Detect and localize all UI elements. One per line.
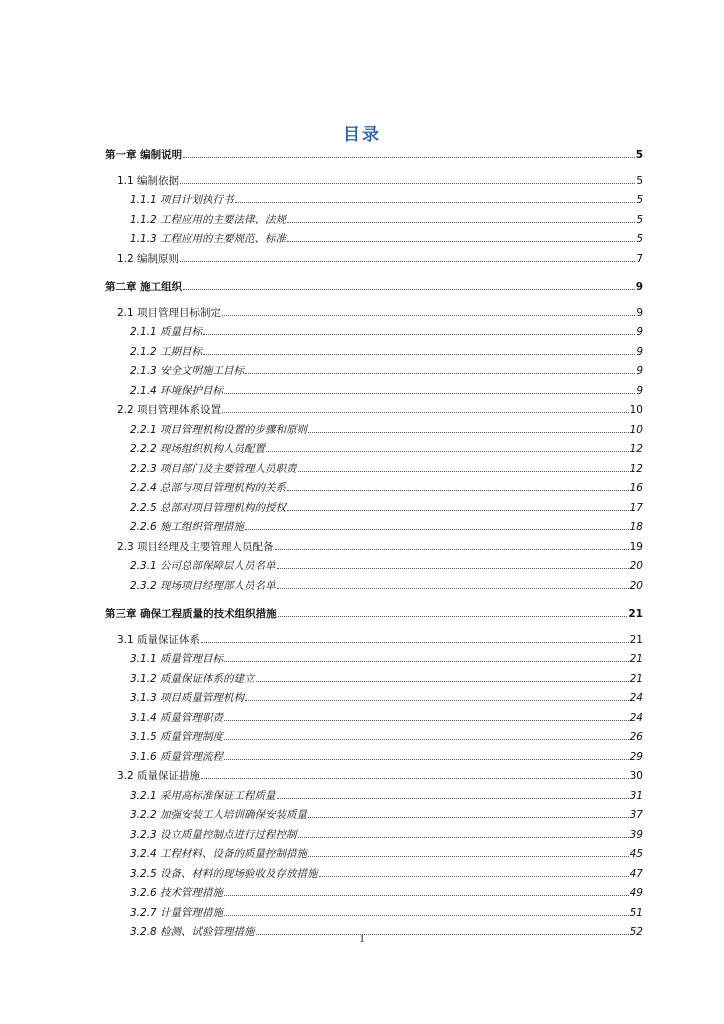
toc-subsection-entry[interactable] [130, 691, 643, 705]
toc-dot-leader [183, 280, 635, 290]
toc-dot-leader [308, 423, 629, 433]
toc-subsection-entry[interactable] [130, 847, 643, 861]
toc-subsection-entry[interactable] [130, 345, 643, 359]
toc-entry-page: 9 [636, 384, 643, 397]
toc-dot-leader [275, 540, 629, 550]
toc-dot-leader [277, 559, 629, 569]
toc-dot-leader [201, 633, 629, 643]
toc-entry-page: 24 [629, 711, 643, 724]
toc-entry-page: 29 [629, 750, 643, 763]
toc-entry-label: 第一章 编制说明 [105, 149, 183, 161]
toc-dot-leader [277, 579, 629, 589]
toc-entry-page: 17 [629, 501, 643, 514]
toc-subsection-entry[interactable] [130, 213, 643, 227]
toc-entry-page: 21 [629, 653, 643, 665]
toc-subsection-entry[interactable] [130, 906, 643, 920]
toc-subsection-entry[interactable] [130, 672, 643, 686]
toc-entry-page: 19 [629, 540, 643, 553]
toc-entry-label: 3.1.6 质量管理流程 [130, 750, 224, 763]
toc-entry-label: 第二章 施工组织 [105, 281, 183, 293]
toc-dot-leader [222, 306, 635, 316]
toc-subsection-entry[interactable] [130, 828, 643, 842]
toc-subsection-entry[interactable] [130, 886, 643, 900]
toc-entry-page: 52 [629, 926, 643, 938]
toc-entry-label: 2.2.2 现场组织机构人员配置 [130, 443, 266, 455]
toc-entry-page: 20 [629, 579, 643, 592]
toc-dot-leader [180, 252, 635, 262]
toc-dot-leader [298, 462, 629, 472]
toc-subsection-entry[interactable] [130, 750, 643, 764]
toc-dot-leader [224, 730, 629, 740]
toc-entry-page: 9 [635, 281, 643, 293]
toc-subsection-entry[interactable] [130, 325, 643, 339]
toc-subsection-entry[interactable] [130, 579, 643, 593]
toc-dot-leader [180, 174, 635, 184]
toc-entry-page: 45 [629, 848, 643, 860]
toc-entry-page: 9 [636, 365, 643, 377]
toc-entry-label: 2.3 项目经理及主要管理人员配备 [117, 540, 274, 553]
toc-entry-page: 12 [629, 462, 643, 475]
toc-entry-page: 10 [629, 404, 643, 416]
toc-dot-leader [183, 148, 635, 158]
toc-entry-label: 3.1.3 项目质量管理机构 [130, 692, 245, 704]
toc-dot-leader [308, 808, 629, 818]
toc-entry-label: 3.2.8 检测、试验管理措施 [130, 926, 255, 938]
toc-entry-label: 3.1.5 质量管理制度 [130, 731, 224, 743]
toc-dot-leader [308, 847, 629, 857]
toc-subsection-entry[interactable] [130, 520, 643, 534]
toc-entry-label: 2.1.3 安全文明施工目标 [130, 365, 245, 377]
toc-entry-label: 3.2.2 加强安装工人培训确保安装质量 [130, 809, 308, 821]
toc-dot-leader [287, 232, 635, 242]
toc-entry-page: 5 [636, 174, 643, 187]
toc-entry-label: 3.1.4 质量管理职责 [130, 711, 224, 724]
toc-entry-label: 2.3.1 公司总部保障层人员名单 [130, 560, 276, 572]
toc-subsection-entry[interactable] [130, 193, 643, 207]
toc-entry-label: 2.1.4 环境保护目标 [130, 384, 224, 397]
toc-entry-page: 5 [636, 213, 643, 226]
toc-dot-leader [256, 672, 629, 682]
toc-entry-label: 1.1.1 项目计划执行书 [130, 194, 234, 206]
toc-dot-leader [287, 501, 629, 511]
toc-subsection-entry[interactable] [130, 481, 643, 495]
toc-dot-leader [224, 652, 629, 662]
toc-entry-page: 51 [629, 906, 643, 919]
toc-entry-page: 18 [629, 521, 643, 533]
toc-subsection-entry[interactable] [130, 232, 643, 246]
toc-subsection-entry[interactable] [130, 652, 643, 666]
toc-dot-leader [287, 213, 635, 223]
toc-dot-leader [319, 867, 629, 877]
toc-chapter-entry[interactable] [105, 607, 643, 621]
toc-entry-label: 3.1.2 质量保证体系的建立 [130, 672, 255, 685]
page-number: 1 [359, 933, 365, 945]
toc-entry-label: 2.1.1 质量目标 [130, 326, 203, 338]
toc-section-entry[interactable] [117, 306, 643, 320]
toc-dot-leader [245, 364, 635, 374]
toc-entry-page: 26 [629, 731, 643, 743]
toc-dot-leader [201, 769, 629, 779]
toc-entry-label: 3.2 质量保证措施 [117, 770, 201, 782]
toc-entry-page: 37 [629, 809, 643, 821]
toc-entry-page: 9 [636, 345, 643, 358]
toc-title: 目录 [343, 125, 381, 145]
toc-entry-label: 3.2.6 技术管理措施 [130, 887, 224, 899]
toc-entry-label: 2.2.3 项目部门及主要管理人员职责 [130, 462, 297, 475]
toc-subsection-entry[interactable] [130, 462, 643, 476]
toc-entry-label: 2.2.4 总部与项目管理机构的关系 [130, 482, 287, 494]
toc-entry-label: 3.2.4 工程材料、设备的质量控制措施 [130, 848, 308, 860]
toc-subsection-entry[interactable] [130, 867, 643, 881]
toc-section-entry[interactable] [117, 174, 643, 188]
toc-entry-page: 5 [636, 194, 643, 206]
toc-entry-page: 20 [629, 560, 643, 572]
toc-dot-leader [298, 828, 629, 838]
toc-subsection-entry[interactable] [130, 501, 643, 515]
toc-dot-leader [224, 384, 635, 394]
toc-entry-label: 3.1.1 质量管理目标 [130, 653, 224, 665]
toc-entry-page: 47 [629, 867, 643, 880]
toc-entry-label: 1.2 编制原则 [117, 252, 180, 265]
toc-subsection-entry[interactable] [130, 442, 643, 456]
toc-dot-leader [278, 607, 628, 617]
toc-dot-leader [235, 193, 636, 203]
toc-dot-leader [224, 750, 629, 760]
toc-entry-label: 2.1.2 工期目标 [130, 345, 203, 358]
toc-entry-label: 3.1 质量保证体系 [117, 633, 201, 646]
toc-entry-page: 49 [629, 887, 643, 899]
toc-entry-label: 2.3.2 现场项目经理部人员名单 [130, 579, 276, 592]
toc-entry-label: 2.1 项目管理目标制定 [117, 306, 222, 319]
toc-subsection-entry[interactable] [130, 559, 643, 573]
toc-dot-leader [203, 345, 635, 355]
toc-entry-label: 3.2.5 设备、材料的现场验收及存放措施 [130, 867, 318, 880]
toc-dot-leader [266, 442, 629, 452]
toc-entry-label: 2.2 项目管理体系设置 [117, 404, 222, 416]
toc-dot-leader [224, 906, 629, 916]
toc-entry-page: 30 [629, 770, 643, 782]
toc-entry-page: 7 [636, 252, 643, 265]
toc-section-entry[interactable] [117, 403, 643, 417]
toc-entry-page: 16 [629, 482, 643, 494]
toc-entry-label: 2.2.6 施工组织管理措施 [130, 521, 245, 533]
toc-entry-label: 2.2.5 总部对项目管理机构的授权 [130, 501, 287, 514]
toc-entry-page: 10 [629, 423, 643, 436]
toc-dot-leader [224, 711, 629, 721]
toc-entry-page: 5 [635, 149, 643, 161]
toc-entry-page: 12 [629, 443, 643, 455]
toc-entry-label: 3.2.1 采用高标准保证工程质量 [130, 789, 276, 802]
toc-dot-leader [287, 481, 629, 491]
toc-entry-label: 3.2.7 计量管理措施 [130, 906, 224, 919]
toc-entry-label: 第三章 确保工程质量的技术组织措施 [105, 608, 277, 620]
toc-entry-page: 24 [629, 692, 643, 704]
toc-entry-page: 5 [636, 233, 643, 245]
toc-dot-leader [277, 789, 629, 799]
toc-subsection-entry[interactable] [130, 423, 643, 437]
toc-section-entry[interactable] [117, 540, 643, 554]
toc-entry-page: 9 [636, 326, 643, 338]
toc-section-entry[interactable] [117, 633, 643, 647]
toc-section-entry[interactable] [117, 769, 643, 783]
toc-entry-page: 21 [629, 672, 643, 685]
toc-subsection-entry[interactable] [130, 789, 643, 803]
toc-entry-label: 3.2.3 设立质量控制点进行过程控制 [130, 828, 297, 841]
toc-dot-leader [222, 403, 629, 413]
toc-subsection-entry[interactable] [130, 364, 643, 378]
toc-section-entry[interactable] [117, 252, 643, 266]
toc-dot-leader [245, 520, 629, 530]
toc-chapter-entry[interactable] [105, 280, 643, 294]
toc-entry-label: 2.2.1 项目管理机构设置的步骤和原则 [130, 423, 308, 436]
toc-entry-page: 21 [629, 633, 643, 646]
toc-entry-page: 39 [629, 828, 643, 841]
toc-entry-label: 1.1.2 工程应用的主要法律、法规 [130, 213, 287, 226]
toc-subsection-entry[interactable] [130, 711, 643, 725]
toc-entry-page: 31 [629, 789, 643, 802]
toc-entry-page: 9 [636, 306, 643, 319]
toc-dot-leader [245, 691, 629, 701]
toc-dot-leader [224, 886, 629, 896]
toc-subsection-entry[interactable] [130, 730, 643, 744]
toc-chapter-entry[interactable] [105, 148, 643, 162]
toc-subsection-entry[interactable] [130, 384, 643, 398]
toc-entry-label: 1.1.3 工程应用的主要规范、标准 [130, 233, 287, 245]
toc-dot-leader [203, 325, 635, 335]
toc-subsection-entry[interactable] [130, 808, 643, 822]
toc-entry-label: 1.1 编制依据 [117, 174, 180, 187]
toc-entry-page: 21 [628, 608, 643, 620]
